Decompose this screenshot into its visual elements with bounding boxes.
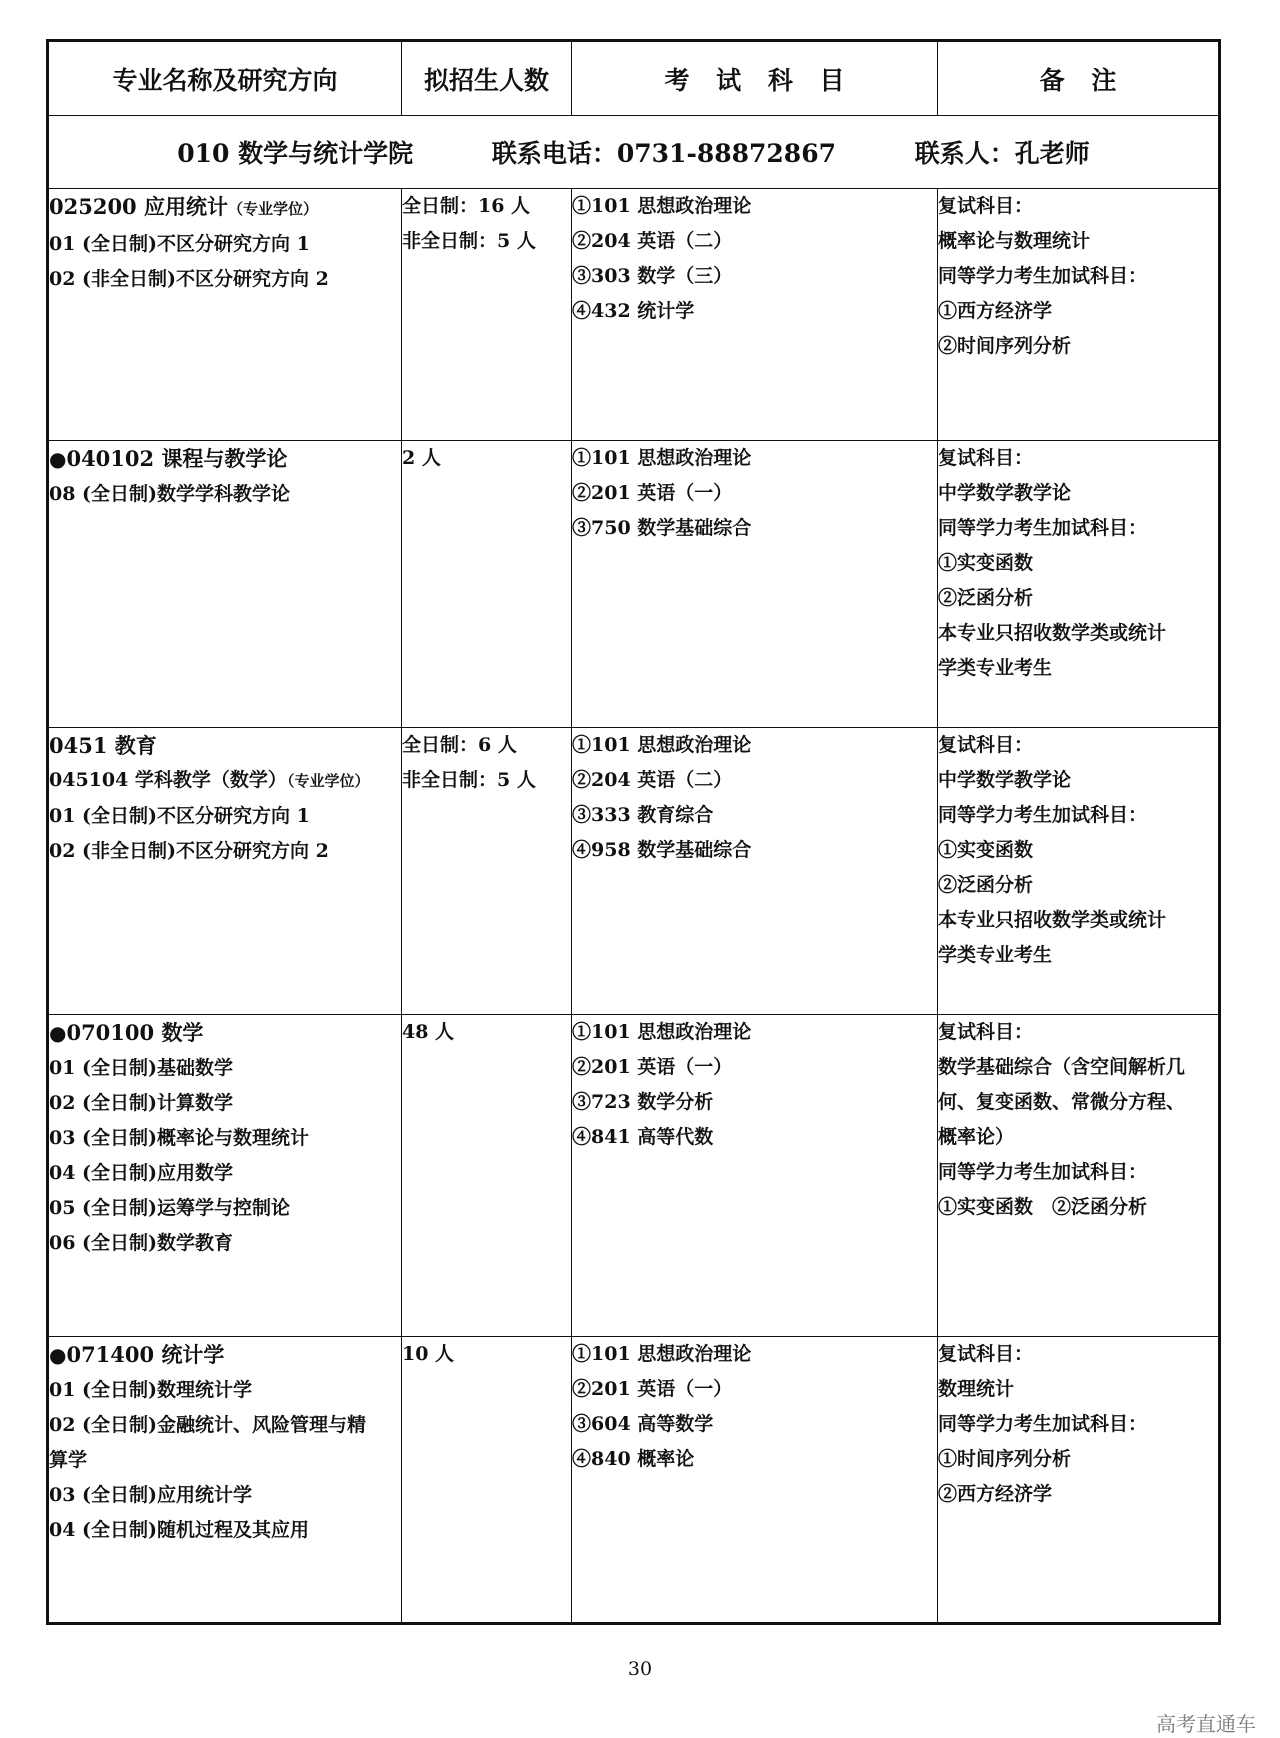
- exam-subject: ①101 思想政治理论: [572, 734, 752, 756]
- exam-subject: ②201 英语（一）: [572, 1056, 733, 1078]
- notes-cell: [938, 441, 1220, 728]
- note-line: 同等学力考生加试科目：: [938, 804, 1148, 826]
- header-major: 专业名称及研究方向: [48, 41, 402, 116]
- header-quota: 拟招生人数: [402, 41, 572, 116]
- quota-line: 2 人: [402, 447, 441, 469]
- department-phone: 联系电话：0731-88872867: [491, 139, 836, 168]
- exam-subject: ③303 数学（三）: [572, 265, 733, 287]
- note-line: 复试科目：: [938, 447, 1034, 469]
- exam-subject: ①101 思想政治理论: [572, 447, 752, 469]
- research-direction: 05 (全日制)运筹学与控制论: [49, 1197, 291, 1219]
- bullet-icon: ●: [49, 447, 67, 471]
- exam-subject: ④840 概率论: [572, 1448, 695, 1470]
- table-row: [48, 728, 1220, 1015]
- research-direction: 06 (全日制)数学教育: [49, 1232, 234, 1254]
- research-direction: 08 (全日制)数学学科教学论: [49, 483, 291, 505]
- table-row: [48, 189, 1220, 441]
- table-row: [48, 1337, 1220, 1624]
- quota-cell: [402, 1337, 572, 1624]
- exam-subject: ④958 数学基础综合: [572, 839, 752, 861]
- department-row: [48, 116, 1220, 189]
- exams-cell: [572, 441, 938, 728]
- research-direction: 04 (全日制)随机过程及其应用: [49, 1519, 310, 1541]
- note-line: 概率论与数理统计: [938, 230, 1091, 252]
- note-line: ①西方经济学: [938, 300, 1053, 322]
- quota-line: 48 人: [402, 1021, 455, 1043]
- major-title: [49, 1015, 401, 1051]
- note-line: 数理统计: [938, 1378, 1015, 1400]
- quota-cell: [402, 728, 572, 1015]
- admissions-table: [46, 39, 1221, 1625]
- research-direction: 045104 学科教学（数学）（专业学位）: [49, 769, 370, 791]
- major-name: 应用统计: [143, 194, 228, 219]
- major-title: [49, 728, 401, 763]
- major-cell: [48, 1337, 402, 1624]
- exam-subject: ③604 高等数学: [572, 1413, 714, 1435]
- note-line: 中学数学教学论: [938, 769, 1072, 791]
- research-direction: 02 (全日制)计算数学: [49, 1092, 234, 1114]
- exam-subject: ②204 英语（二）: [572, 769, 733, 791]
- note-line: 本专业只招收数学类或统计: [938, 622, 1167, 644]
- quota-line: 10 人: [402, 1343, 455, 1365]
- note-line: 复试科目：: [938, 1343, 1034, 1365]
- exam-subject: ③750 数学基础综合: [572, 517, 752, 539]
- quota-cell: [402, 441, 572, 728]
- note-line: ②时间序列分析: [938, 335, 1072, 357]
- quota-line: 非全日制：5 人: [402, 230, 536, 252]
- major-title: [49, 441, 401, 477]
- major-code: 071400: [66, 1342, 155, 1367]
- exam-subject: ②201 英语（一）: [572, 482, 733, 504]
- notes-cell: [938, 1015, 1220, 1337]
- exams-cell: [572, 189, 938, 441]
- note-line: ①实变函数: [938, 552, 1034, 574]
- note-line: 学类专业考生: [938, 657, 1053, 679]
- note-line: 复试科目：: [938, 734, 1034, 756]
- major-title: [49, 189, 401, 227]
- department-contact: 联系人：孔老师: [914, 139, 1090, 168]
- major-cell: [48, 1015, 402, 1337]
- exams-cell: [572, 728, 938, 1015]
- research-direction: 02 (全日制)金融统计、风险管理与精: [49, 1414, 367, 1436]
- table-row: [48, 1015, 1220, 1337]
- department-name: 010 数学与统计学院: [177, 139, 414, 168]
- major-code: 070100: [66, 1020, 155, 1045]
- notes-cell: [938, 1337, 1220, 1624]
- note-line: 同等学力考生加试科目：: [938, 1161, 1148, 1183]
- exam-subject: ①101 思想政治理论: [572, 1021, 752, 1043]
- note-line: 同等学力考生加试科目：: [938, 265, 1148, 287]
- major-cell: [48, 441, 402, 728]
- research-direction: 01 (全日制)数理统计学: [49, 1379, 253, 1401]
- note-line: 复试科目：: [938, 1021, 1034, 1043]
- note-line: ②泛函分析: [938, 874, 1034, 896]
- research-direction: 04 (全日制)应用数学: [49, 1162, 234, 1184]
- degree-tag: （专业学位）: [286, 772, 370, 790]
- note-line: ①时间序列分析: [938, 1448, 1072, 1470]
- major-tag: （专业学位）: [227, 200, 318, 218]
- header-row: [48, 41, 1220, 116]
- note-line: 复试科目：: [938, 195, 1034, 217]
- quota-cell: [402, 189, 572, 441]
- exam-subject: ③333 教育综合: [572, 804, 714, 826]
- major-name: 课程与教学论: [161, 446, 288, 471]
- exam-subject: ④841 高等代数: [572, 1126, 714, 1148]
- exam-subject: ③723 数学分析: [572, 1091, 714, 1113]
- watermark: 高考直通车: [1156, 1712, 1256, 1736]
- major-code: 025200: [49, 194, 137, 219]
- exam-subject: ②204 英语（二）: [572, 230, 733, 252]
- header-notes: 备 注: [938, 41, 1220, 116]
- note-line: 概率论）: [938, 1126, 1015, 1148]
- quota-line: 全日制：16 人: [402, 195, 531, 217]
- research-direction: 01 (全日制)基础数学: [49, 1057, 234, 1079]
- note-line: 何、复变函数、常微分方程、: [938, 1091, 1186, 1113]
- page-number: 30: [627, 1658, 653, 1680]
- major-name: 数学: [161, 1020, 204, 1045]
- note-line: ②泛函分析: [938, 587, 1034, 609]
- note-line: 中学数学教学论: [938, 482, 1072, 504]
- bullet-icon: ●: [49, 1343, 67, 1367]
- research-direction: 01 (全日制)不区分研究方向 1: [49, 805, 310, 827]
- major-name: 教育: [114, 733, 157, 758]
- major-cell: [48, 728, 402, 1015]
- exam-subject: ④432 统计学: [572, 300, 695, 322]
- note-line: ②西方经济学: [938, 1483, 1053, 1505]
- note-line: ①实变函数: [938, 839, 1034, 861]
- research-direction: 02 (非全日制)不区分研究方向 2: [49, 268, 329, 290]
- note-line: 同等学力考生加试科目：: [938, 1413, 1148, 1435]
- table-row: [48, 441, 1220, 728]
- exams-cell: [572, 1015, 938, 1337]
- note-line: 本专业只招收数学类或统计: [938, 909, 1167, 931]
- research-direction: 01 (全日制)不区分研究方向 1: [49, 233, 310, 255]
- note-line: 同等学力考生加试科目：: [938, 517, 1148, 539]
- major-cell: [48, 189, 402, 441]
- note-line: 数学基础综合（含空间解析几: [938, 1056, 1186, 1078]
- exam-subject: ②201 英语（一）: [572, 1378, 733, 1400]
- exams-cell: [572, 1337, 938, 1624]
- quota-cell: [402, 1015, 572, 1337]
- major-name: 统计学: [161, 1342, 225, 1367]
- research-direction: 03 (全日制)概率论与数理统计: [49, 1127, 310, 1149]
- exam-subject: ①101 思想政治理论: [572, 1343, 752, 1365]
- research-direction: 03 (全日制)应用统计学: [49, 1484, 253, 1506]
- research-direction: 02 (非全日制)不区分研究方向 2: [49, 840, 329, 862]
- bullet-icon: ●: [49, 1021, 67, 1045]
- major-title: [49, 1337, 401, 1373]
- major-code: 040102: [66, 446, 155, 471]
- note-line: 学类专业考生: [938, 944, 1053, 966]
- exam-subject: ①101 思想政治理论: [572, 195, 752, 217]
- note-line: ①实变函数 ②泛函分析: [938, 1196, 1148, 1218]
- notes-cell: [938, 728, 1220, 1015]
- quota-line: 非全日制：5 人: [402, 769, 536, 791]
- header-exams: 考 试 科 目: [572, 41, 938, 116]
- research-direction: 算学: [49, 1449, 88, 1471]
- notes-cell: [938, 189, 1220, 441]
- quota-line: 全日制：6 人: [402, 734, 517, 756]
- major-code: 0451: [49, 733, 108, 758]
